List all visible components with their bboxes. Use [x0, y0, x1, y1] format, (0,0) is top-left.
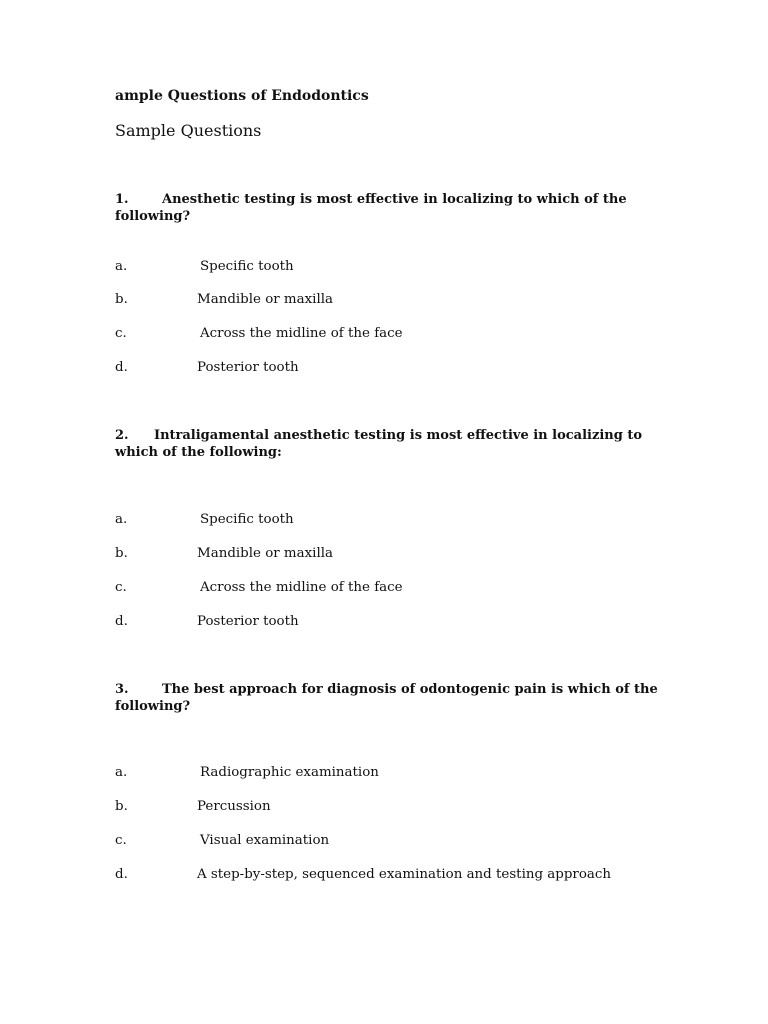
section-heading: Sample Questions [115, 121, 262, 140]
option-text: Mandible or maxilla [197, 292, 333, 307]
question-1 [115, 191, 675, 225]
option-text: Mandible or maxilla [197, 546, 333, 561]
option-letter: d. [115, 867, 128, 882]
option-letter: c. [115, 326, 127, 341]
question-text: Intraligamental anesthetic testing is most effective in localizing to which of the following: [115, 428, 643, 460]
option-letter: a. [115, 765, 128, 780]
question-text: The best approach for diagnosis of odontogenic pain is which of the following? [115, 682, 658, 714]
question-number: 2. [115, 428, 129, 443]
option-letter: b. [115, 799, 128, 814]
option-letter: d. [115, 360, 128, 375]
question-number: 1. [115, 192, 129, 207]
option-letter: b. [115, 292, 128, 307]
option-text: Percussion [197, 799, 271, 814]
question-2 [115, 427, 675, 461]
option-letter: c. [115, 833, 127, 848]
question-number: 3. [115, 682, 129, 697]
option-letter: d. [115, 614, 128, 629]
option-letter: b. [115, 546, 128, 561]
document-title: ample Questions of Endodontics [115, 88, 369, 104]
option-text: Across the midline of the face [200, 326, 403, 341]
option-letter: c. [115, 580, 127, 595]
option-text: Specific tooth [200, 512, 294, 527]
option-letter: a. [115, 259, 128, 274]
option-text: A step-by-step, sequenced examination and testing approach [197, 867, 611, 882]
option-text: Posterior tooth [197, 614, 299, 629]
question-3 [115, 681, 675, 715]
option-text: Radiographic examination [200, 765, 379, 780]
option-text: Visual examination [200, 833, 330, 848]
question-text: Anesthetic testing is most effective in localizing to which of the following? [115, 192, 627, 224]
option-text: Specific tooth [200, 259, 294, 274]
option-text: Posterior tooth [197, 360, 299, 375]
option-letter: a. [115, 512, 128, 527]
option-text: Across the midline of the face [200, 580, 403, 595]
